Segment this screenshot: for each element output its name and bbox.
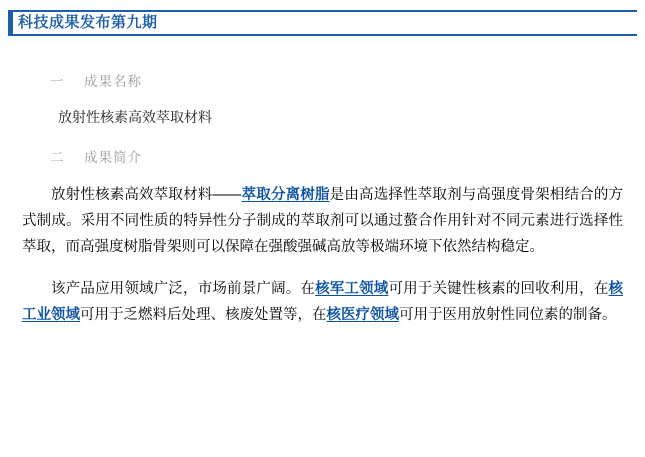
spacer	[22, 92, 623, 106]
section-number-1: 一	[50, 74, 65, 89]
p2-keyword-3: 核医疗领域	[326, 307, 399, 323]
p2-segment-4: 可用于医用放射性同位素的制备。	[399, 307, 617, 323]
document-content	[0, 36, 645, 328]
achievement-name-value: 放射性核素高效萃取材料	[58, 109, 212, 125]
intro-paragraph-1	[22, 182, 623, 260]
p1-segment-2: 是由高选择性萃取剂与高强度骨架相结合的方式制成。采用不同性质的特异性分子制成的萃取剂可以通过螯合作用针对不同元素进行选择性萃取，而高强度树脂骨架则可以保障在强酸强碱高放等极端环境下依然结构稳定。	[22, 187, 624, 255]
section-number-2: 二	[50, 150, 65, 165]
header-top-rule	[8, 10, 637, 12]
p1-keyword-1: 萃取分离树脂	[241, 187, 330, 203]
document-header	[0, 10, 645, 36]
section-label-1: 成果名称	[84, 74, 142, 89]
p2-keyword-2: 核工业领域	[22, 281, 624, 323]
section-heading-2	[50, 148, 623, 168]
page-title: 科技成果发布第九期	[18, 14, 158, 31]
document-page	[0, 10, 645, 457]
spacer	[22, 54, 623, 72]
section-heading-1	[50, 72, 623, 92]
p2-keyword-1: 核军工领域	[315, 281, 389, 297]
header-bottom-rule	[8, 34, 637, 36]
spacer	[22, 168, 623, 182]
p1-segment-1: 放射性核素高效萃取材料——	[51, 187, 242, 203]
section-label-2: 成果简介	[84, 150, 142, 165]
intro-paragraph-2	[22, 276, 623, 328]
spacer	[22, 128, 623, 148]
p2-segment-3: 可用于乏燃料后处理、核废处置等，在	[80, 307, 327, 323]
p2-segment-1: 该产品应用领域广泛，市场前景广阔。在	[51, 281, 316, 297]
header-accent-bar	[8, 12, 13, 34]
p2-segment-2: 可用于关键性核素的回收利用，在	[388, 281, 609, 297]
